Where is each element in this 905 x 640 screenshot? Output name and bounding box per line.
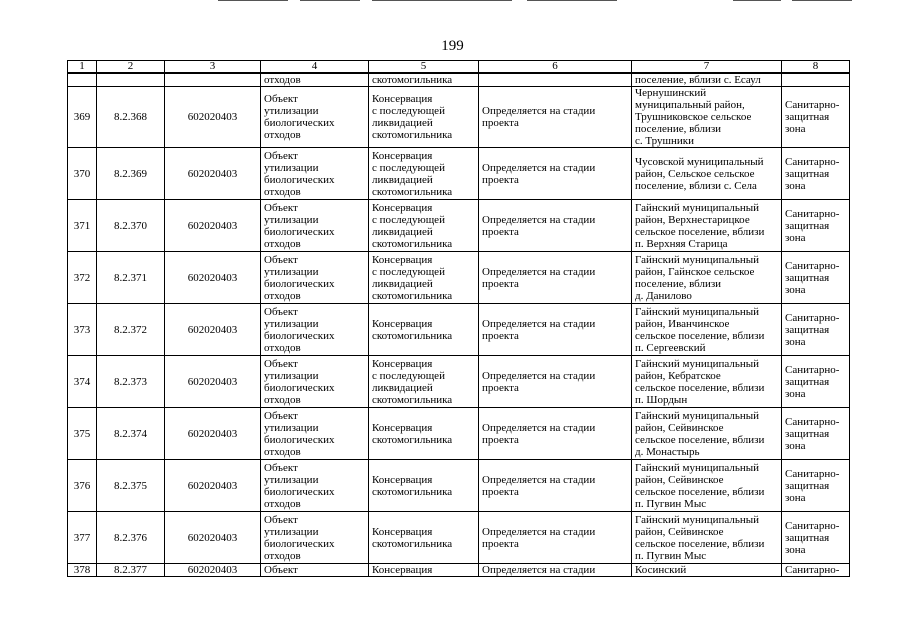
protection-zone: Санитарно- защитная зона (782, 200, 850, 252)
table-row (68, 200, 850, 252)
object-name: Объект утилизации биологических отходов (261, 356, 369, 408)
object-location: поселение, вблизи с. Есаул (632, 73, 782, 87)
top-rule-3 (372, 0, 512, 1)
object-code (97, 73, 165, 87)
object-characteristics: Определяется на стадии проекта (479, 304, 632, 356)
object-name: Объект (261, 564, 369, 577)
object-purpose: Консервация с последующей ликвидацией скотомогильника (369, 356, 479, 408)
object-location: Чусовской муниципальный район, Сельское сельское поселение, вблизи с. Села (632, 148, 782, 200)
row-number: 370 (68, 148, 97, 200)
protection-zone: Санитарно- защитная зона (782, 148, 850, 200)
protection-zone: Санитарно- защитная зона (782, 512, 850, 564)
object-characteristics: Определяется на стадии проекта (479, 252, 632, 304)
table-row (68, 356, 850, 408)
classifier-code: 602020403 (165, 564, 261, 577)
object-code: 8.2.376 (97, 512, 165, 564)
object-code: 8.2.375 (97, 460, 165, 512)
table-header (68, 61, 850, 74)
classifier-code: 602020403 (165, 512, 261, 564)
object-code: 8.2.374 (97, 408, 165, 460)
classifier-code: 602020403 (165, 460, 261, 512)
top-rule-6 (792, 0, 852, 1)
header-cell: 7 (632, 61, 782, 74)
registry-table (67, 60, 850, 577)
object-characteristics: Определяется на стадии проекта (479, 200, 632, 252)
protection-zone: Санитарно- защитная зона (782, 408, 850, 460)
row-number: 369 (68, 87, 97, 148)
row-number (68, 73, 97, 87)
table-row (68, 148, 850, 200)
header-row (68, 61, 850, 74)
object-location: Гайнский муниципальный район, Сейвинское сельское поселение, вблизи п. Пугвин Мыс (632, 460, 782, 512)
object-code: 8.2.369 (97, 148, 165, 200)
object-purpose: Консервация скотомогильника (369, 408, 479, 460)
classifier-code: 602020403 (165, 200, 261, 252)
object-characteristics (479, 73, 632, 87)
row-number: 371 (68, 200, 97, 252)
protection-zone: Санитарно- защитная зона (782, 356, 850, 408)
classifier-code: 602020403 (165, 356, 261, 408)
table-row (68, 408, 850, 460)
object-name: Объект утилизации биологических отходов (261, 460, 369, 512)
object-location: Косинский (632, 564, 782, 577)
table-row (68, 252, 850, 304)
object-code: 8.2.373 (97, 356, 165, 408)
object-purpose: Консервация (369, 564, 479, 577)
table-row (68, 87, 850, 148)
object-name: Объект утилизации биологических отходов (261, 512, 369, 564)
row-number: 374 (68, 356, 97, 408)
protection-zone: Санитарно- защитная зона (782, 252, 850, 304)
top-rule-2 (300, 0, 360, 1)
object-name: Объект утилизации биологических отходов (261, 408, 369, 460)
object-location: Гайнский муниципальный район, Иванчинское сельское поселение, вблизи п. Сергеевский (632, 304, 782, 356)
object-code: 8.2.371 (97, 252, 165, 304)
header-cell: 3 (165, 61, 261, 74)
object-purpose: Консервация скотомогильника (369, 304, 479, 356)
table-row (68, 460, 850, 512)
object-purpose: скотомогильника (369, 73, 479, 87)
row-number: 378 (68, 564, 97, 577)
header-cell: 6 (479, 61, 632, 74)
protection-zone: Санитарно- защитная зона (782, 87, 850, 148)
object-name: отходов (261, 73, 369, 87)
row-number: 377 (68, 512, 97, 564)
tail-row (68, 564, 850, 577)
row-number: 372 (68, 252, 97, 304)
object-location: Чернушинский муниципальный район, Трушниковское сельское поселение, вблизи с. Трушники (632, 87, 782, 148)
object-name: Объект утилизации биологических отходов (261, 252, 369, 304)
top-rule-5 (733, 0, 781, 1)
header-cell: 4 (261, 61, 369, 74)
row-number: 376 (68, 460, 97, 512)
protection-zone: Санитарно- защитная зона (782, 460, 850, 512)
object-name: Объект утилизации биологических отходов (261, 148, 369, 200)
classifier-code: 602020403 (165, 408, 261, 460)
object-purpose: Консервация скотомогильника (369, 460, 479, 512)
header-cell: 8 (782, 61, 850, 74)
protection-zone: Санитарно- (782, 564, 850, 577)
top-rule-1 (218, 0, 288, 1)
object-location: Гайнский муниципальный район, Сейвинское сельское поселение, вблизи д. Монастырь (632, 408, 782, 460)
table-body (68, 73, 850, 577)
header-cell: 1 (68, 61, 97, 74)
classifier-code: 602020403 (165, 252, 261, 304)
object-name: Объект утилизации биологических отходов (261, 200, 369, 252)
protection-zone (782, 73, 850, 87)
object-purpose: Консервация с последующей ликвидацией скотомогильника (369, 87, 479, 148)
continuation-row (68, 73, 850, 87)
object-characteristics: Определяется на стадии проекта (479, 148, 632, 200)
header-cell: 2 (97, 61, 165, 74)
row-number: 373 (68, 304, 97, 356)
top-rule-4 (527, 0, 617, 1)
classifier-code (165, 73, 261, 87)
object-location: Гайнский муниципальный район, Сейвинское сельское поселение, вблизи п. Пугвин Мыс (632, 512, 782, 564)
object-code: 8.2.368 (97, 87, 165, 148)
object-name: Объект утилизации биологических отходов (261, 304, 369, 356)
object-characteristics: Определяется на стадии проекта (479, 87, 632, 148)
page-number: 199 (441, 38, 464, 54)
object-location: Гайнский муниципальный район, Верхнестарицкое сельское поселение, вблизи п. Верхняя Старица (632, 200, 782, 252)
object-name: Объект утилизации биологических отходов (261, 87, 369, 148)
object-purpose: Консервация с последующей ликвидацией скотомогильника (369, 200, 479, 252)
object-code: 8.2.370 (97, 200, 165, 252)
classifier-code: 602020403 (165, 304, 261, 356)
object-location: Гайнский муниципальный район, Кебратское сельское поселение, вблизи п. Шордын (632, 356, 782, 408)
object-purpose: Консервация с последующей ликвидацией скотомогильника (369, 148, 479, 200)
classifier-code: 602020403 (165, 87, 261, 148)
object-purpose: Консервация с последующей ликвидацией скотомогильника (369, 252, 479, 304)
object-characteristics: Определяется на стадии проекта (479, 460, 632, 512)
object-code: 8.2.372 (97, 304, 165, 356)
object-characteristics: Определяется на стадии проекта (479, 408, 632, 460)
table-row (68, 304, 850, 356)
protection-zone: Санитарно- защитная зона (782, 304, 850, 356)
table-row (68, 512, 850, 564)
object-characteristics: Определяется на стадии (479, 564, 632, 577)
object-characteristics: Определяется на стадии проекта (479, 512, 632, 564)
object-code: 8.2.377 (97, 564, 165, 577)
object-location: Гайнский муниципальный район, Гайнское сельское поселение, вблизи д. Данилово (632, 252, 782, 304)
object-characteristics: Определяется на стадии проекта (479, 356, 632, 408)
header-cell: 5 (369, 61, 479, 74)
row-number: 375 (68, 408, 97, 460)
classifier-code: 602020403 (165, 148, 261, 200)
object-purpose: Консервация скотомогильника (369, 512, 479, 564)
